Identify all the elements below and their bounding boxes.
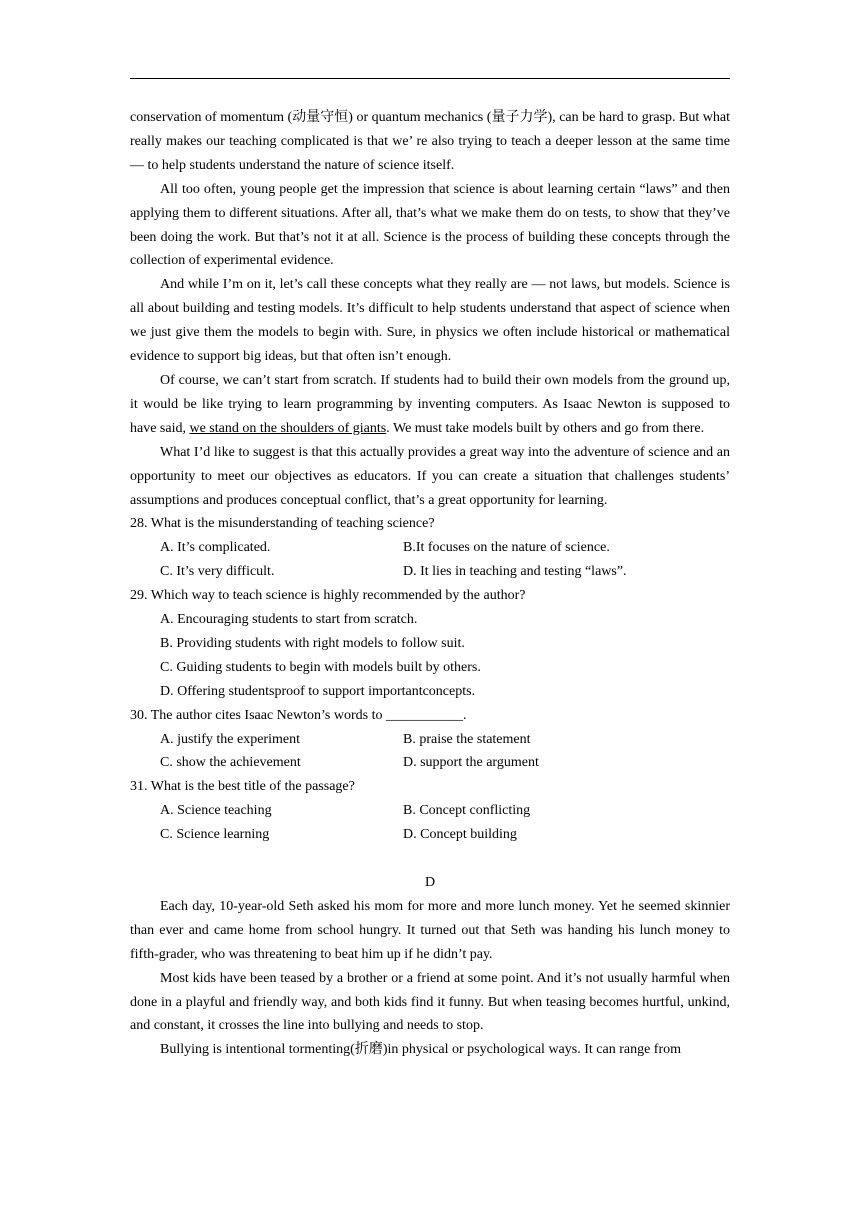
document-body bbox=[130, 106, 730, 1062]
passage-c-paragraph-4 bbox=[130, 369, 730, 441]
question-30 bbox=[130, 704, 730, 776]
question-30-option-a: A. justify the experiment bbox=[160, 731, 300, 747]
question-31-stem: 31. What is the best title of the passage? bbox=[130, 779, 355, 795]
question-28-option-d: D. It lies in teaching and testing “laws”. bbox=[403, 564, 627, 580]
question-29-stem: 29. Which way to teach science is highly recommended by the author? bbox=[130, 588, 526, 604]
passage-d-paragraph-1: Each day, 10-year-old Seth asked his mom for more and more lunch money. Yet he seemed skinnier than ever and came home from school hungry. It turned out that Seth was handing his lunch money to fifth-grader, who was threatening to beat him up if he didn’t pay. bbox=[130, 898, 730, 962]
question-30-options-row-1 bbox=[130, 728, 730, 752]
paragraph-4-text-end: . We must take models built by others and go from there. bbox=[386, 420, 705, 436]
question-31-option-b: B. Concept conflicting bbox=[403, 803, 531, 819]
question-29 bbox=[130, 584, 730, 704]
question-29-option-b: B. Providing students with right models to follow suit. bbox=[160, 635, 465, 651]
question-31-option-a: A. Science teaching bbox=[160, 803, 272, 819]
newton-quote-underlined: we stand on the shoulders of giants bbox=[189, 420, 387, 436]
passage-d-paragraph-3: Bullying is intentional tormenting(折磨)in physical or psychological ways. It can range from bbox=[160, 1042, 682, 1058]
question-31 bbox=[130, 775, 730, 847]
paragraph-4-text-start: Of course, we can’t start from scratch. If students had to build their own models from the ground up, it would be like trying to learn programming by inventing computers. As Isaac Newton is supposed to have said, bbox=[130, 372, 730, 436]
question-28-options-row-1 bbox=[130, 536, 730, 560]
question-28-option-c: C. It’s very difficult. bbox=[160, 564, 275, 580]
passage-d-paragraph-2: Most kids have been teased by a brother or a friend at some point. And it’s not usually harmful when done in a playful and friendly way, and both kids find it funny. But when teasing becomes hurtful, unkind, and constant, it crosses the line into bullying and needs to stop. bbox=[130, 970, 730, 1034]
passage-c-paragraph-2: All too often, young people get the impression that science is about learning certain “laws” and then applying them to different situations. After all, that’s what we make them do on tests, to show that they’ve been doing the work. But that’s not it at all. Science is the process of building these concepts through the collection of experimental evidence. bbox=[130, 181, 730, 269]
question-31-options-row-1 bbox=[130, 799, 730, 823]
question-29-option-c: C. Guiding students to begin with models built by others. bbox=[160, 659, 481, 675]
question-30-option-b: B. praise the statement bbox=[403, 731, 531, 747]
question-28-stem: 28. What is the misunderstanding of teaching science? bbox=[130, 516, 435, 532]
question-30-options-row-2 bbox=[130, 751, 730, 775]
question-28 bbox=[130, 512, 730, 584]
question-31-option-d: D. Concept building bbox=[403, 827, 517, 843]
question-28-option-b: B.It focuses on the nature of science. bbox=[403, 540, 610, 556]
question-30-option-c: C. show the achievement bbox=[160, 755, 301, 771]
question-30-stem: 30. The author cites Isaac Newton’s words to ___________. bbox=[130, 707, 467, 723]
question-29-option-a: A. Encouraging students to start from scratch. bbox=[160, 612, 418, 628]
question-31-options-row-2 bbox=[130, 823, 730, 847]
question-29-option-d: D. Offering studentsproof to support importantconcepts. bbox=[160, 683, 476, 699]
header-rule bbox=[130, 78, 730, 79]
passage-c-paragraph-1: conservation of momentum (动量守恒) or quantum mechanics (量子力学), can be hard to grasp. But what really makes our teaching complicated is that we’ re also trying to teach a deeper lesson at the same time — to help students understand the nature of science itself. bbox=[130, 110, 730, 173]
passage-c-paragraph-5: What I’d like to suggest is that this actually provides a great way into the adventure of science and an opportunity to meet our objectives as educators. If you can create a situation that challenges students’ assumptions and produces conceptual conflict, that’s a great opportunity for learning. bbox=[130, 444, 730, 508]
passage-c-paragraph-3: And while I’m on it, let’s call these concepts what they really are — not laws, but models. Science is all about building and testing models. It’s difficult to help students understand that aspect of science when we just give them the models to begin with. Sure, in physics we often include historical or mathematical evidence to support big ideas, but that often isn’t enough. bbox=[130, 277, 730, 365]
question-31-option-c: C. Science learning bbox=[160, 827, 270, 843]
question-28-options-row-2 bbox=[130, 560, 730, 584]
question-28-option-a: A. It’s complicated. bbox=[160, 540, 271, 556]
question-30-option-d: D. support the argument bbox=[403, 755, 539, 771]
passage-d-heading: D bbox=[424, 874, 436, 890]
